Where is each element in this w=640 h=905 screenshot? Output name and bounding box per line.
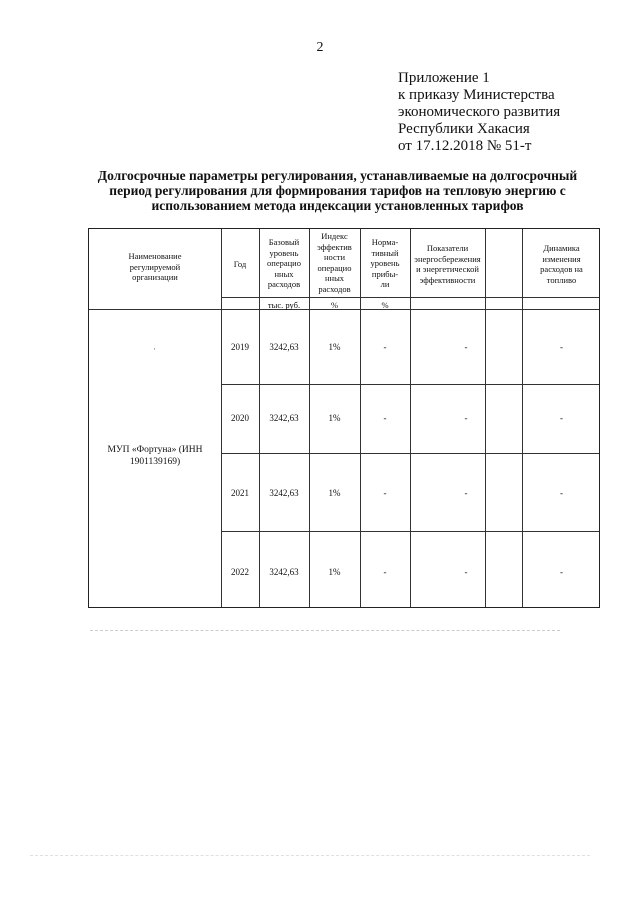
- header-line: уровень: [370, 258, 400, 268]
- header-line: энергосбережения: [414, 253, 481, 264]
- scan-artifact-line: [30, 855, 590, 856]
- header-line: Базовый: [268, 237, 300, 247]
- header-profit-level: [360, 237, 410, 290]
- cell-profit: -: [383, 342, 387, 352]
- header-fuel-dynamics: [522, 243, 601, 285]
- header-line: Год: [233, 259, 247, 269]
- header-line: расходов: [267, 279, 301, 289]
- header-line: Норма-: [371, 237, 399, 247]
- header-line: нных: [324, 273, 345, 283]
- cell-fuel: -: [560, 488, 563, 498]
- title-line: использованием метода индексации установленных тарифов: [151, 198, 524, 213]
- cell-profit: -: [383, 413, 387, 423]
- header-energy-efficiency: [410, 243, 485, 285]
- header-line: операцио: [317, 262, 352, 273]
- header-line: тивный: [371, 247, 399, 258]
- header-line: ли: [380, 279, 390, 289]
- appendix-line: экономического развития: [398, 104, 561, 120]
- header-line: нных: [274, 268, 294, 279]
- cell-year: 2022: [231, 567, 249, 577]
- cell-base: 3242,63: [269, 342, 299, 352]
- appendix-block: [398, 70, 560, 155]
- header-line: уровень: [269, 247, 299, 258]
- header-line: регулируемой: [129, 261, 181, 272]
- title-line: Долгосрочные параметры регулирования, устанавливаемые на долгосрочный: [97, 168, 578, 183]
- header-base-level: [259, 237, 309, 290]
- header-line: эффектив: [317, 241, 352, 252]
- header-line: операцио: [267, 258, 301, 268]
- header-line: Динамика: [543, 243, 580, 253]
- title-line: период регулирования для формирования тарифов на тепловую энергию с: [109, 183, 566, 198]
- cell-profit: -: [383, 567, 387, 577]
- header-efficiency-index: [309, 231, 360, 294]
- cell-year: 2020: [231, 413, 249, 423]
- cell-index: 1%: [328, 488, 341, 498]
- cell-base: 3242,63: [269, 488, 299, 498]
- header-line: расходов: [318, 283, 351, 294]
- cell-index: 1%: [328, 342, 341, 352]
- cell-fuel: -: [560, 567, 563, 577]
- header-line: организации: [132, 272, 178, 282]
- parameters-table: [88, 228, 600, 608]
- header-line: эффективности: [419, 274, 476, 285]
- cell-base: 3242,63: [269, 567, 299, 577]
- page-number: 2: [316, 40, 324, 55]
- organization-name: МУП «Фортуна» (ИНН 1901139169): [107, 445, 203, 467]
- cell-energy: -: [464, 413, 468, 423]
- cell-base: 3242,63: [269, 413, 299, 423]
- cell-energy: -: [464, 342, 468, 352]
- header-line: Индекс: [321, 231, 348, 241]
- unit-base: тыс. руб.: [267, 300, 301, 310]
- appendix-line: к приказу Министерства: [398, 87, 555, 103]
- cell-index: 1%: [328, 567, 341, 577]
- appendix-line: Приложение 1: [398, 70, 490, 86]
- appendix-line: от 17.12.2018 № 51-т: [398, 138, 532, 154]
- header-line: Показатели: [426, 243, 469, 253]
- header-line: ности: [323, 252, 346, 262]
- cell-fuel: -: [560, 413, 563, 423]
- appendix-line: Республики Хакасия: [398, 121, 530, 137]
- scan-artifact-line: [90, 630, 560, 631]
- cell-year: 2019: [231, 342, 249, 352]
- unit-profit: %: [381, 300, 389, 310]
- cell-index: 1%: [328, 413, 341, 423]
- header-line: изменения: [542, 253, 581, 264]
- header-line: топливо: [546, 274, 577, 285]
- cell-energy: -: [464, 488, 468, 498]
- document-title: [95, 168, 580, 213]
- header-line: прибы-: [371, 268, 399, 279]
- header-line: Наименование: [128, 251, 182, 261]
- cell-year: 2021: [231, 488, 249, 498]
- header-line: расходов на: [540, 264, 583, 274]
- cell-energy: -: [464, 567, 468, 577]
- header-line: и энергетической: [416, 264, 479, 274]
- unit-index: %: [330, 300, 339, 310]
- header-org: [89, 251, 221, 283]
- stray-mark: ·: [153, 344, 156, 354]
- cell-fuel: -: [560, 342, 563, 352]
- header-year: [221, 259, 259, 270]
- cell-profit: -: [383, 488, 387, 498]
